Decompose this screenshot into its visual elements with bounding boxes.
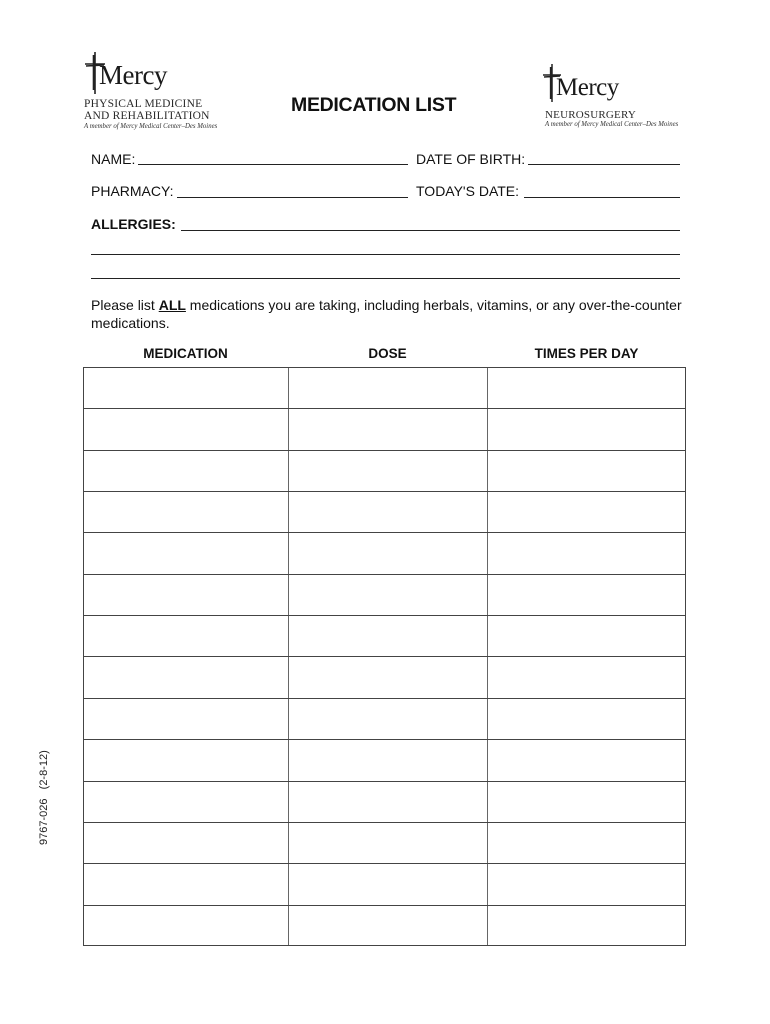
allergies-field-line-2[interactable] xyxy=(91,254,680,255)
instructions-emphasis: ALL xyxy=(158,297,186,313)
mercy-neurosurgery-logo xyxy=(542,64,692,130)
table-row xyxy=(84,533,685,574)
date-of-birth-label: DATE OF BIRTH: xyxy=(416,151,526,167)
times-per-day-cell[interactable] xyxy=(487,699,685,739)
times-per-day-cell[interactable] xyxy=(487,451,685,491)
allergies-label: ALLERGIES: xyxy=(91,216,176,232)
date-of-birth-field[interactable] xyxy=(528,164,680,165)
dose-cell[interactable] xyxy=(288,368,487,408)
medication-cell[interactable] xyxy=(84,575,288,615)
table-row xyxy=(84,823,685,864)
dose-cell[interactable] xyxy=(288,451,487,491)
times-per-day-cell[interactable] xyxy=(487,823,685,863)
todays-date-label: TODAY'S DATE: xyxy=(416,183,520,199)
times-per-day-cell[interactable] xyxy=(487,409,685,449)
column-header-dose: DOSE xyxy=(368,346,407,361)
dose-cell[interactable] xyxy=(288,533,487,573)
column-header-times-per-day: TIMES PER DAY xyxy=(534,346,639,361)
table-row xyxy=(84,575,685,616)
page-title: MEDICATION LIST xyxy=(291,94,457,116)
department-line-1: PHYSICAL MEDICINE xyxy=(84,98,203,110)
times-per-day-cell[interactable] xyxy=(487,575,685,615)
times-per-day-cell[interactable] xyxy=(487,492,685,532)
medication-cell[interactable] xyxy=(84,658,288,698)
allergies-field-line-3[interactable] xyxy=(91,278,680,279)
medication-cell[interactable] xyxy=(84,782,288,822)
dose-cell[interactable] xyxy=(288,616,487,656)
form-code: 9767-026 (2-8-12) xyxy=(38,750,50,845)
brand-name: Mercy xyxy=(556,74,619,101)
table-row xyxy=(84,451,685,492)
times-per-day-cell[interactable] xyxy=(487,740,685,780)
medication-cell[interactable] xyxy=(84,740,288,780)
medication-cell[interactable] xyxy=(84,699,288,739)
dose-cell[interactable] xyxy=(288,658,487,698)
medication-cell[interactable] xyxy=(84,451,288,491)
member-text: A member of Mercy Medical Center–Des Moines xyxy=(84,123,218,130)
instructions-suffix: medications you are taking, including herbals, vitamins, or any over-the-counter medications. xyxy=(91,297,682,331)
dose-cell[interactable] xyxy=(288,782,487,822)
todays-date-field[interactable] xyxy=(524,197,680,198)
member-text: A member of Mercy Medical Center–Des Moines xyxy=(545,121,679,128)
dose-cell[interactable] xyxy=(288,864,487,904)
table-row xyxy=(84,699,685,740)
times-per-day-cell[interactable] xyxy=(487,616,685,656)
medication-cell[interactable] xyxy=(84,368,288,408)
dose-cell[interactable] xyxy=(288,492,487,532)
times-per-day-cell[interactable] xyxy=(487,782,685,822)
medication-cell[interactable] xyxy=(84,409,288,449)
allergies-field-line-1[interactable] xyxy=(181,230,680,231)
department-line-1: NEUROSURGERY xyxy=(545,109,637,121)
times-per-day-cell[interactable] xyxy=(487,533,685,573)
table-row xyxy=(84,368,685,409)
pharmacy-label: PHARMACY: xyxy=(91,183,174,199)
dose-cell[interactable] xyxy=(288,823,487,863)
times-per-day-cell[interactable] xyxy=(487,864,685,904)
name-label: NAME: xyxy=(91,151,136,167)
dose-cell[interactable] xyxy=(288,575,487,615)
medication-cell[interactable] xyxy=(84,906,288,947)
department-line-2: AND REHABILITATION xyxy=(84,110,210,122)
dose-cell[interactable] xyxy=(288,699,487,739)
table-row xyxy=(84,906,685,947)
table-row xyxy=(84,740,685,781)
table-row xyxy=(84,782,685,823)
medication-cell[interactable] xyxy=(84,864,288,904)
dose-cell[interactable] xyxy=(288,409,487,449)
table-row xyxy=(84,616,685,657)
instructions-prefix: Please list xyxy=(91,297,159,313)
medication-cell[interactable] xyxy=(84,533,288,573)
instructions-text xyxy=(91,296,691,332)
medication-cell[interactable] xyxy=(84,823,288,863)
times-per-day-cell[interactable] xyxy=(487,906,685,947)
dose-cell[interactable] xyxy=(288,740,487,780)
table-row xyxy=(84,658,685,699)
table-row xyxy=(84,409,685,450)
table-row xyxy=(84,492,685,533)
table-row xyxy=(84,864,685,905)
brand-name: Mercy xyxy=(99,60,167,90)
medication-table xyxy=(83,367,686,946)
times-per-day-cell[interactable] xyxy=(487,368,685,408)
mercy-physical-medicine-logo xyxy=(84,50,234,132)
medication-cell[interactable] xyxy=(84,616,288,656)
pharmacy-field[interactable] xyxy=(177,197,408,198)
name-field[interactable] xyxy=(138,164,408,165)
medication-cell[interactable] xyxy=(84,492,288,532)
dose-cell[interactable] xyxy=(288,906,487,947)
times-per-day-cell[interactable] xyxy=(487,658,685,698)
column-header-medication: MEDICATION xyxy=(143,346,228,361)
